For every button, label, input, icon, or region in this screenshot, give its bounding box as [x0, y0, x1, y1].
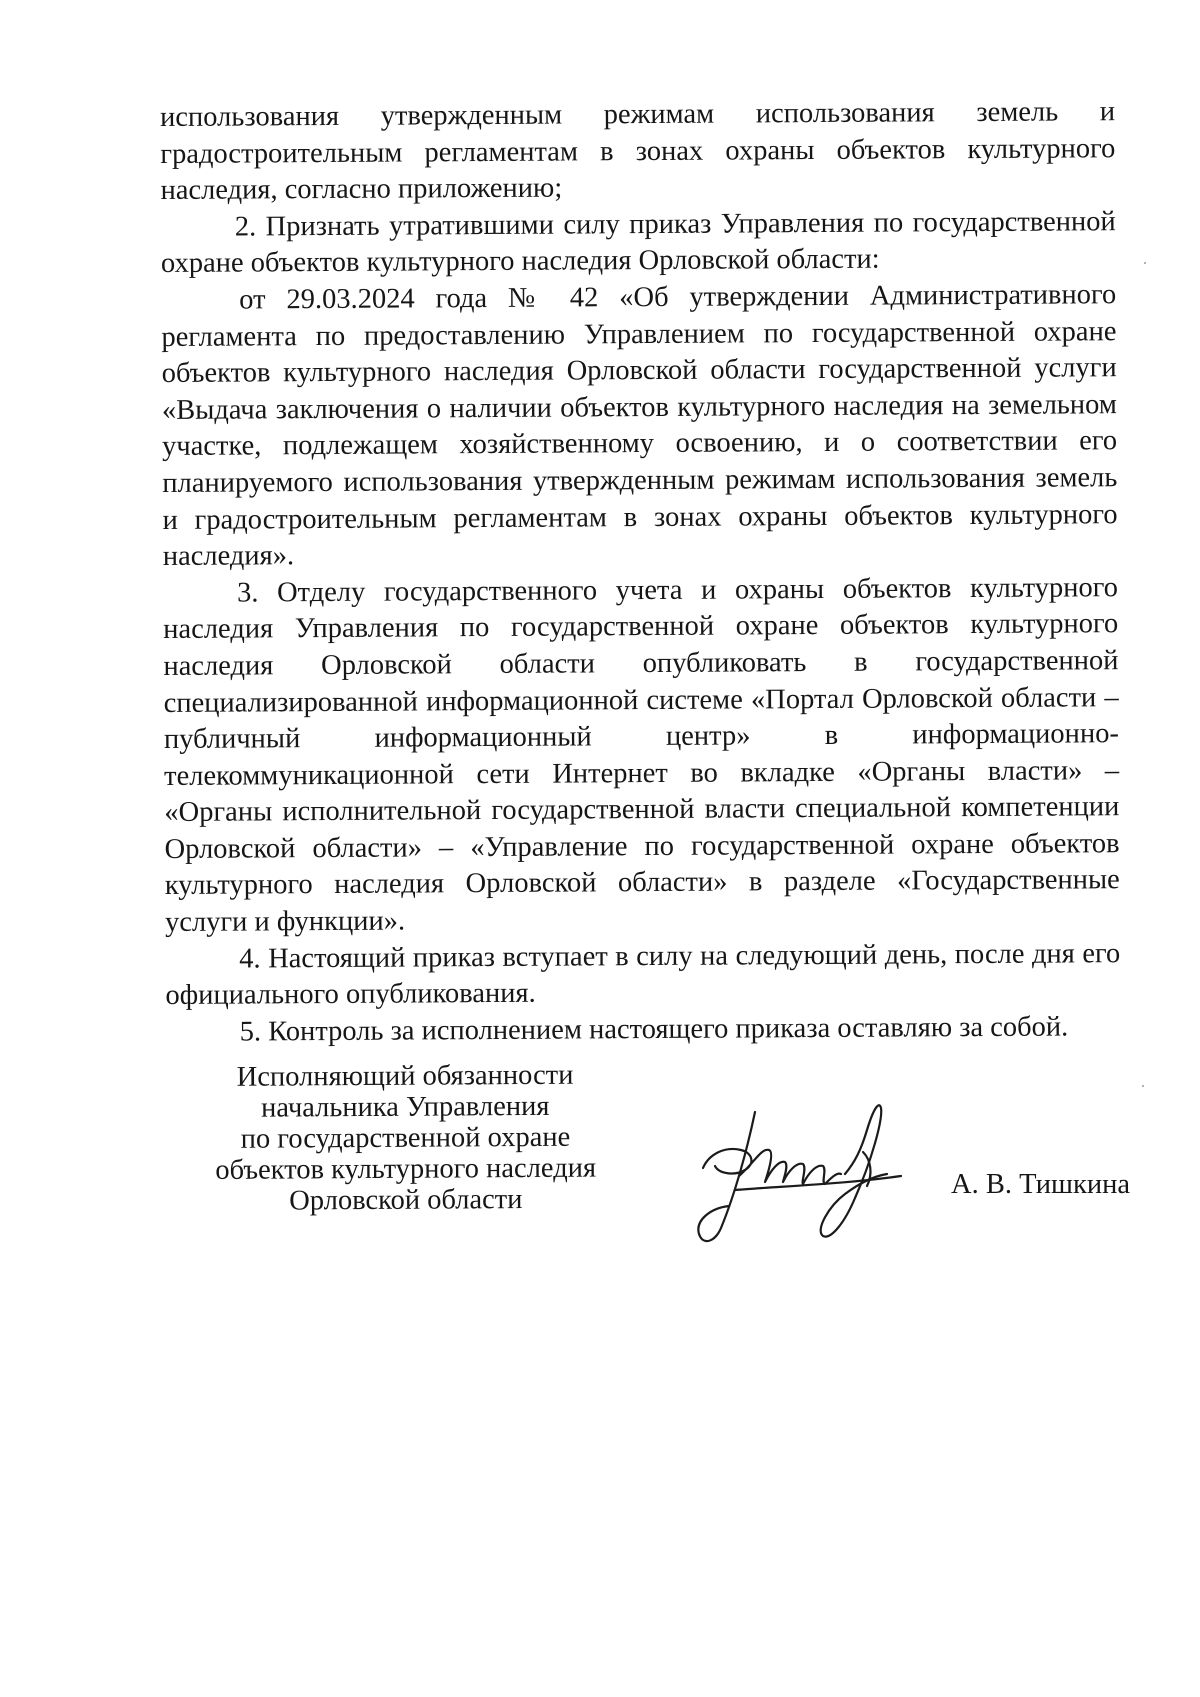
paragraph-2-subitem: от 29.03.2024 года № 42 «Об утверждении Административного регламента по предоставлению Управлением по государственной охране объектов культурного наследия Орловской области государственной услуги «Выдача заключения о наличии объектов культурного наследия на земельном участке, подлежащем хозяйственному освоению, и о соответствии его планируемого использования утвержденным режимам использования земель и градостроительным регламентам в зонах охраны объектов культурного наследия».	[161, 279, 1118, 573]
paragraph-3: 3. Отделу государственного учета и охраны объектов культурного наследия Управления по государственной охране объектов культурного наследия Орловской области опубликовать в государственной специализированной информационной системе «Портал Орловской области – публичный информационный центр» в информационно-телекоммуникационной сети Интернет во вкладке «Органы власти» – «Органы исполнительной государственной власти специальной компетенции Орловской области» – «Управление по государственной охране объектов культурного наследия Орловской области» в разделе «Государственные услуги и функции».	[163, 571, 1120, 939]
position-line: по государственной охране	[240, 1121, 571, 1155]
paragraph-5: 5. Контроль за исполнением настоящего приказа оставляю за собой.	[239, 1011, 1069, 1048]
signer-name: А. В. Тишкина	[951, 1169, 1130, 1200]
position-line: объектов культурного наследия	[215, 1152, 597, 1186]
document-body	[160, 94, 1121, 1051]
position-line: Исполняющий обязанности	[236, 1059, 574, 1093]
scan-speck	[1144, 262, 1146, 264]
position-line: начальника Управления	[261, 1090, 550, 1124]
paragraph-4: 4. Настоящий приказ вступает в силу на следующий день, после дня его официального опубликования.	[165, 937, 1121, 1012]
paragraph-2: 2. Признать утратившими силу приказ Управления по государственной охране объектов культурного наследия Орловской области:	[160, 205, 1116, 280]
paragraph-1-continuation: использования утвержденным режимам использования земель и градостроительным регламентам в зонах охраны объектов культурного наследия, согласно приложению;	[160, 96, 1116, 207]
position-line: Орловской области	[289, 1184, 523, 1217]
handwritten-signature	[695, 1090, 925, 1260]
signatory-position	[200, 1059, 611, 1217]
scan-speck	[1142, 1085, 1144, 1087]
